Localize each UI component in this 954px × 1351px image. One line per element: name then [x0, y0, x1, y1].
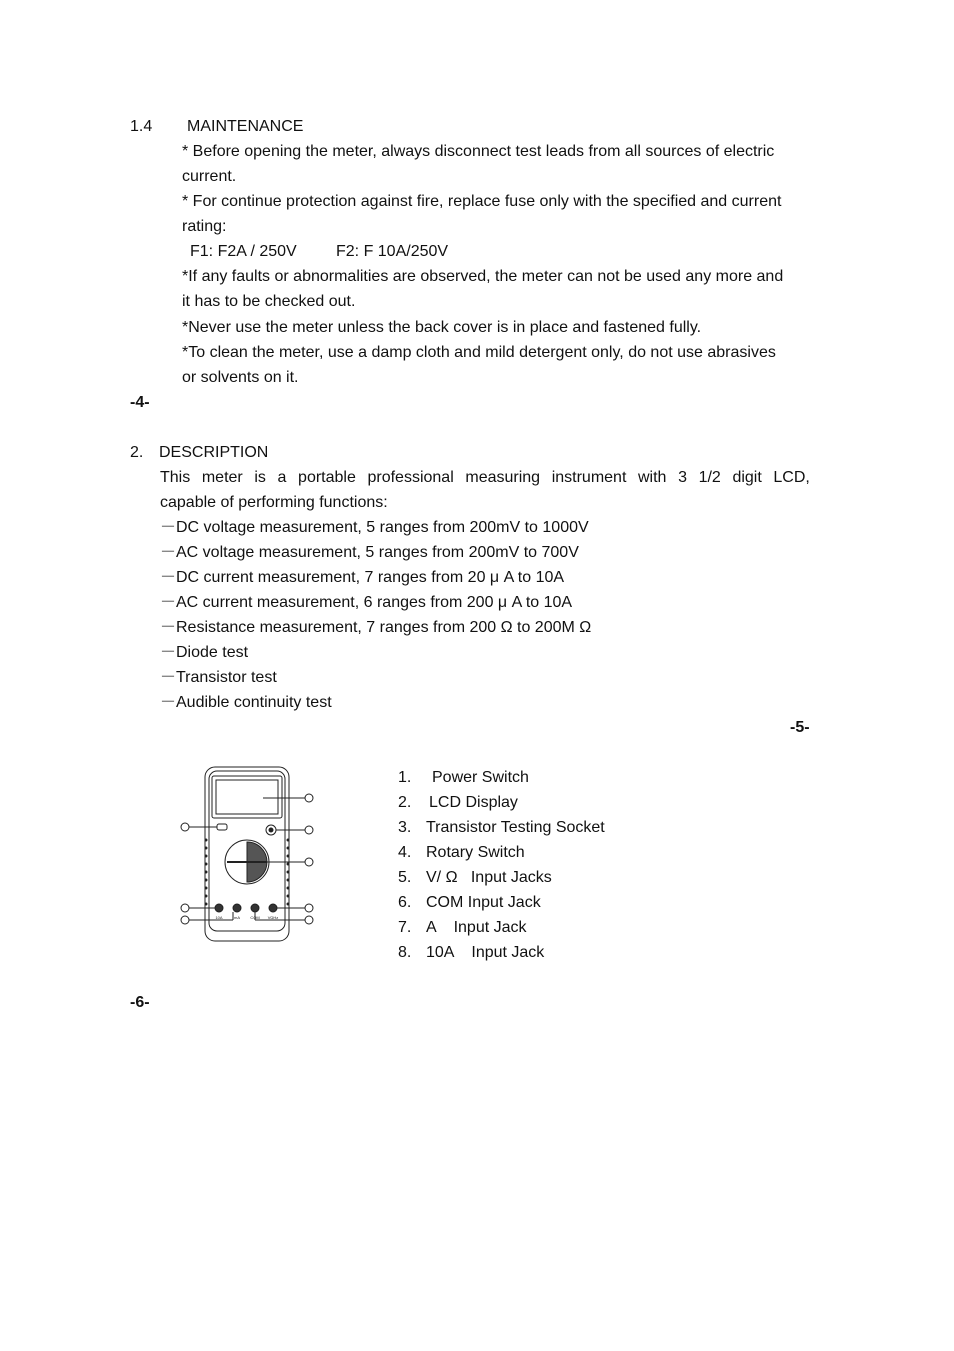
parts-list-item	[398, 818, 605, 838]
function-item: －DC current measurement, 7 ranges from 20 μ A to 10A	[160, 569, 565, 586]
intro-word: with	[638, 469, 667, 486]
jack-label: 10A	[215, 915, 223, 920]
jack-10a	[215, 904, 223, 912]
fuse-rating-f1: F1: F2A / 250V	[190, 243, 297, 260]
maintenance-line: *Never use the meter unless the back cover is in place and fastened fully.	[182, 319, 702, 336]
intro-word: 3	[678, 469, 687, 486]
maintenance-line: current.	[182, 168, 237, 185]
parts-item-number: 2.	[398, 794, 412, 811]
intro-word: portable	[298, 469, 356, 486]
parts-item-label: LCD Display	[429, 794, 518, 811]
intro-word: digit	[732, 469, 762, 486]
maintenance-line: * For continue protection against fire, replace fuse only with the specified and current	[182, 193, 782, 210]
parts-list-item	[398, 768, 529, 788]
parts-list-item	[398, 893, 541, 913]
parts-list-item	[398, 918, 527, 938]
parts-item-label: Transistor Testing Socket	[426, 819, 605, 836]
jack-label: VΩHz	[267, 915, 279, 920]
parts-item-number: 4.	[398, 844, 412, 861]
function-item: －DC voltage measurement, 5 ranges from 200mV to 1000V	[160, 519, 589, 536]
maintenance-line: * Before opening the meter, always disconnect test leads from all sources of electric	[182, 143, 775, 160]
parts-item-label: 10A Input Jack	[426, 944, 545, 961]
function-item: －AC voltage measurement, 5 ranges from 200mV to 700V	[160, 544, 579, 561]
section-number: 2.	[130, 444, 144, 461]
intro-word: meter	[201, 469, 243, 486]
range-dots-right	[287, 839, 290, 906]
parts-list-item	[398, 843, 525, 863]
jack-ma	[233, 904, 241, 912]
function-item: －Resistance measurement, 7 ranges from 200 Ω to 200M Ω	[160, 619, 592, 636]
jack-label: COM	[250, 915, 260, 920]
description-intro-line2: capable of performing functions:	[160, 494, 388, 511]
parts-item-label: Power Switch	[432, 769, 529, 786]
jack-com	[251, 904, 259, 912]
lcd-display-window	[216, 780, 278, 814]
maintenance-line: *To clean the meter, use a damp cloth and mild detergent only, do not use abrasives	[182, 344, 776, 361]
parts-item-number: 1.	[398, 769, 412, 786]
parts-item-number: 3.	[398, 819, 412, 836]
maintenance-line: *If any faults or abnormalities are observed, the meter can not be used any more and	[182, 268, 784, 285]
lcd-display-frame	[212, 776, 282, 818]
section-title: MAINTENANCE	[187, 118, 304, 135]
power-switch	[217, 824, 227, 830]
parts-item-number: 5.	[398, 869, 412, 886]
intro-word: LCD,	[773, 469, 810, 486]
page-number-6: -6-	[130, 994, 150, 1011]
transistor-socket-pin	[269, 828, 273, 832]
parts-item-label: A Input Jack	[426, 919, 527, 936]
page-number-5: -5-	[790, 719, 810, 736]
range-dots-left	[205, 839, 208, 906]
parts-item-number: 6.	[398, 894, 412, 911]
function-item: －Transistor test	[160, 669, 277, 686]
function-item: －Audible continuity test	[160, 694, 332, 711]
intro-word: professional	[367, 469, 454, 486]
function-item: －AC current measurement, 6 ranges from 200 μ A to 10A	[160, 594, 573, 611]
section-number: 1.4	[130, 118, 153, 135]
maintenance-line: or solvents on it.	[182, 369, 299, 386]
input-jacks	[215, 904, 277, 912]
section-title: DESCRIPTION	[159, 444, 269, 461]
intro-word: 1/2	[698, 469, 721, 486]
parts-item-label: COM Input Jack	[426, 894, 541, 911]
page-number-4: -4-	[130, 394, 150, 411]
intro-word: is	[254, 469, 266, 486]
parts-item-number: 8.	[398, 944, 412, 961]
fuse-rating-f2: F2: F 10A/250V	[336, 243, 449, 260]
intro-word: This	[160, 469, 191, 486]
parts-item-label: V/ Ω Input Jacks	[426, 869, 552, 886]
maintenance-line: it has to be checked out.	[182, 293, 356, 310]
intro-word: measuring	[465, 469, 541, 486]
parts-item-number: 7.	[398, 919, 412, 936]
intro-word: instrument	[551, 469, 627, 486]
jack-vohm	[269, 904, 277, 912]
multimeter-diagram	[175, 760, 335, 950]
function-item: －Diode test	[160, 644, 249, 661]
maintenance-line: rating:	[182, 218, 227, 235]
jack-label: mA	[234, 915, 240, 920]
parts-list-item	[398, 868, 552, 888]
parts-list-item	[398, 793, 518, 813]
description-intro	[160, 468, 810, 488]
intro-word: a	[277, 469, 287, 486]
parts-item-label: Rotary Switch	[426, 844, 525, 861]
parts-list-item	[398, 943, 544, 963]
